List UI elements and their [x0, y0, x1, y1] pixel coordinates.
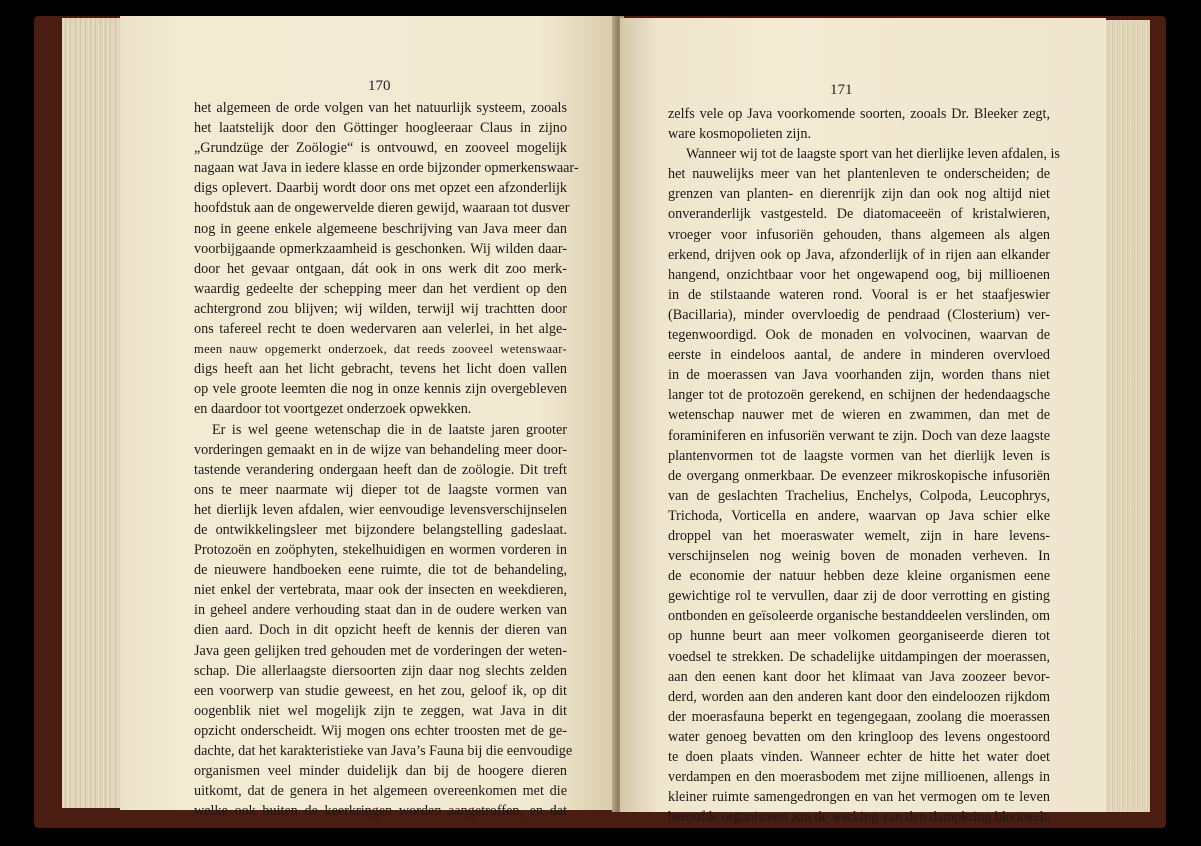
page-edges-left — [62, 18, 124, 808]
text-line: Trichoda, Vorticella en andere, waarvan op Java schier elke — [668, 507, 1050, 524]
text-line: nagaan wat Java in iedere klasse en orde bijzonder opmerkenswaar- — [194, 160, 579, 177]
right-page-text — [668, 104, 1060, 827]
text-line: te doen plaats vinden. Wanneer echter de hitte het water doet — [668, 749, 1050, 765]
text-line: de nieuwere handboeken eene ruimte, die tot de behandeling, — [194, 562, 567, 579]
text-line: aan den eenen kant door het klimaat van Java zoozeer bevor- — [668, 668, 1050, 685]
text-line: beroofde organismen aan de werking van den dampkring blootstelt, — [668, 809, 1052, 826]
text-line: Java geen gelijken tred gehouden met de vorderingen der weten- — [194, 642, 567, 659]
text-line: nog in geene enkele algemeene beschrijving van Java meer dan — [194, 220, 567, 237]
text-line: het dierlijk leven afdalen, wier eenvoudige levensverschijnselen — [194, 501, 567, 518]
text-line: tegenwoordigd. Ook de monaden en volvocinen, waarvan de — [668, 327, 1050, 344]
text-line: meen nauw opgemerkt onderzoek, dat reeds zooveel wetenswaar- — [194, 342, 567, 357]
text-line: erkend, drijven ook op Java, afzonderlijk of in rijen aan elkander — [668, 246, 1050, 263]
text-line: voedsel te strekken. De schadelijke uitdampingen der moerassen, — [668, 648, 1050, 665]
text-line: op hunne beurt aan meer volkomen georganiseerde dieren tot — [668, 628, 1050, 645]
text-line: in de stilstaande wateren rond. Vooral is er het staafjeswier — [668, 286, 1050, 303]
text-line: hangend, onzichtbaar voor het ongewapend oog, bij millioenen — [668, 266, 1050, 283]
text-line: de overgang onmerkbaar. De evenzeer mikroskopische infusoriën — [668, 467, 1050, 484]
text-line: de economie der natuur hebben deze kleine organismen eene — [668, 568, 1050, 585]
text-line: grenzen van planten- en dierenrijk zijn dan ook nog altijd niet — [668, 186, 1050, 203]
text-line: in de moerassen van Java voorhanden zijn, worden thans niet — [668, 367, 1050, 384]
text-line: „Grundzüge der Zoölogie“ is ontvouwd, en zooveel mogelijk — [194, 140, 567, 157]
text-line: en daardoor tot voortgezet onderzoek opwekken. — [194, 401, 472, 418]
text-line: water genoeg bevatten om den kringloop des levens ongestoord — [668, 728, 1050, 745]
text-line: tastende verandering ondergaan heeft dan de zoölogie. Dit treft — [194, 461, 567, 478]
text-line: achtergrond zou blijven; wij wilden, terwijl wij trachtten door — [194, 300, 567, 317]
page-number: 171 — [830, 82, 853, 98]
text-line: langer tot de protozoën gerekend, en schijnen der hedendaagsche — [668, 387, 1050, 404]
text-line: dien aard. Doch in dit opzicht heeft de kennis der dieren van — [194, 622, 567, 639]
text-line: schap. Die allerlaagste diersoorten zijn daar nog slechts zelden — [194, 662, 567, 679]
text-line: digs oplevert. Daarbij wordt door ons met opzet een afzonderlijk — [194, 180, 567, 197]
text-line: vorderingen gemaakt en in de wijze van behandeling meer door- — [194, 441, 567, 458]
text-line: verdampen en den moerasbodem met zijne millioenen, allengs in — [668, 769, 1050, 786]
text-line: organismen veel minder duidelijk dan bij de hoogere dieren — [194, 763, 567, 780]
text-line: het nauwelijks meer van het plantenleven te onderscheiden; de — [668, 166, 1050, 183]
text-line: het algemeen de orde volgen van het natuurlijk systeem, zooals — [194, 100, 567, 116]
text-line: plantenvormen tot de laagste vormen van het dierlijk leven is — [668, 447, 1050, 464]
text-line: vroeger voor infusoriën gehouden, thans algemeen als algen — [668, 226, 1050, 243]
left-page — [120, 16, 614, 820]
text-line: Er is wel geene wetenschap die in de laatste jaren grooter — [212, 421, 567, 438]
text-line: digs heeft aan het licht gebracht, tevens het licht doen vallen — [194, 361, 567, 378]
text-line: kleiner ruimte samengedrongen en van het vermogen om te leven — [668, 789, 1050, 806]
text-line: derd, worden aan den anderen kant door den eindeloozen rijkdom — [668, 688, 1050, 705]
page-number: 170 — [368, 78, 391, 94]
text-line: oogenblik niet wel mogelijk zijn te zeggen, wat Java in dit — [194, 702, 567, 719]
text-line: welke ook buiten de keerkringen worden aangetroffen, en dat — [194, 803, 567, 820]
text-line: ontbonden en geïsoleerde organische bestanddeelen verslinden, om — [668, 608, 1050, 625]
right-page — [620, 18, 1106, 826]
text-line: foraminiferen en infusoriën verwant te zijn. Doch van deze laagste — [668, 427, 1050, 444]
text-line: voorbijgaande opmerkzaamheid is geschonken. Wij wilden daar- — [194, 240, 567, 257]
text-line: uitkomt, dat de genera in het algemeen overeenkomen met die — [194, 783, 567, 800]
text-line: hoofdstuk aan de ongewervelde dieren gewijd, waaraan tot dusver — [194, 200, 570, 217]
text-line: waardig gedeelte der schepping meer dan het verdient op den — [194, 280, 567, 297]
text-line: op vele groote leemten die nog in onze kennis zijn overgebleven — [194, 381, 567, 398]
text-line: eerste in eindeloos aantal, de andere in minderen overvloed — [668, 347, 1050, 364]
text-line: zelfs vele op Java voorkomende soorten, zooals Dr. Bleeker zegt, — [668, 106, 1050, 122]
text-line: ons te meer naarmate wij dieper tot de laagste vormen van — [194, 481, 567, 498]
text-line: in geheel andere verhouding staat dan in de oudere werken van — [194, 602, 567, 619]
text-line: verschijnselen nog weinig boven de monaden verheven. In — [668, 548, 1050, 565]
text-line: ware kosmopolieten zijn. — [668, 126, 812, 143]
text-line: der moerasfauna beperkt en tegengegaan, zoolang die moerassen — [668, 708, 1050, 725]
text-line: wetenschap nauwer met de wieren en zwammen, dan met de — [668, 407, 1050, 424]
text-line: gewichtige rol te vervullen, daar zij de door verrotting en gisting — [668, 588, 1050, 605]
text-line: ons tafereel recht te doen wedervaren aan velerlei, in het alge- — [194, 321, 567, 338]
text-line: niet enkel der vertebrata, maar ook der insecten en weekdieren, — [194, 582, 567, 599]
text-line: Protozoën en zoöphyten, stekelhuidigen en wormen vorderen in — [194, 542, 567, 559]
text-line: Wanneer wij tot de laagste sport van het dierlijke leven afdalen, is — [686, 146, 1060, 163]
text-line: opzicht onderscheidt. Wij mogen ons echter troosten met de ge- — [194, 722, 567, 739]
text-line: (Bacillaria), minder overvloedig de pendraad (Closterium) ver- — [668, 306, 1050, 323]
text-line: het laatstelijk door den Göttinger hoogleeraar Claus in zijno — [194, 120, 567, 137]
text-line: onveranderlijk vastgesteld. De diatomaceeën of kristalwieren, — [668, 206, 1050, 223]
text-line: dachte, dat het karakteristieke van Java’s Fauna bij die eenvoudige — [194, 743, 573, 759]
text-line: een voorwerp van studie geweest, en het zou, geloof ik, op dit — [194, 682, 567, 699]
text-line: van de geslachten Trachelius, Enchelys, Colpoda, Leucophrys, — [668, 487, 1050, 504]
left-page-text — [194, 98, 579, 821]
text-line: door het gevaar ontgaan, dát ook in ons werk dit zoo merk- — [194, 260, 567, 277]
text-line: de ontwikkelingsleer met bijzondere belangstelling gadeslaat. — [194, 521, 567, 538]
text-line: droppel van het moeraswater wemelt, zijn in hare levens- — [668, 527, 1050, 544]
